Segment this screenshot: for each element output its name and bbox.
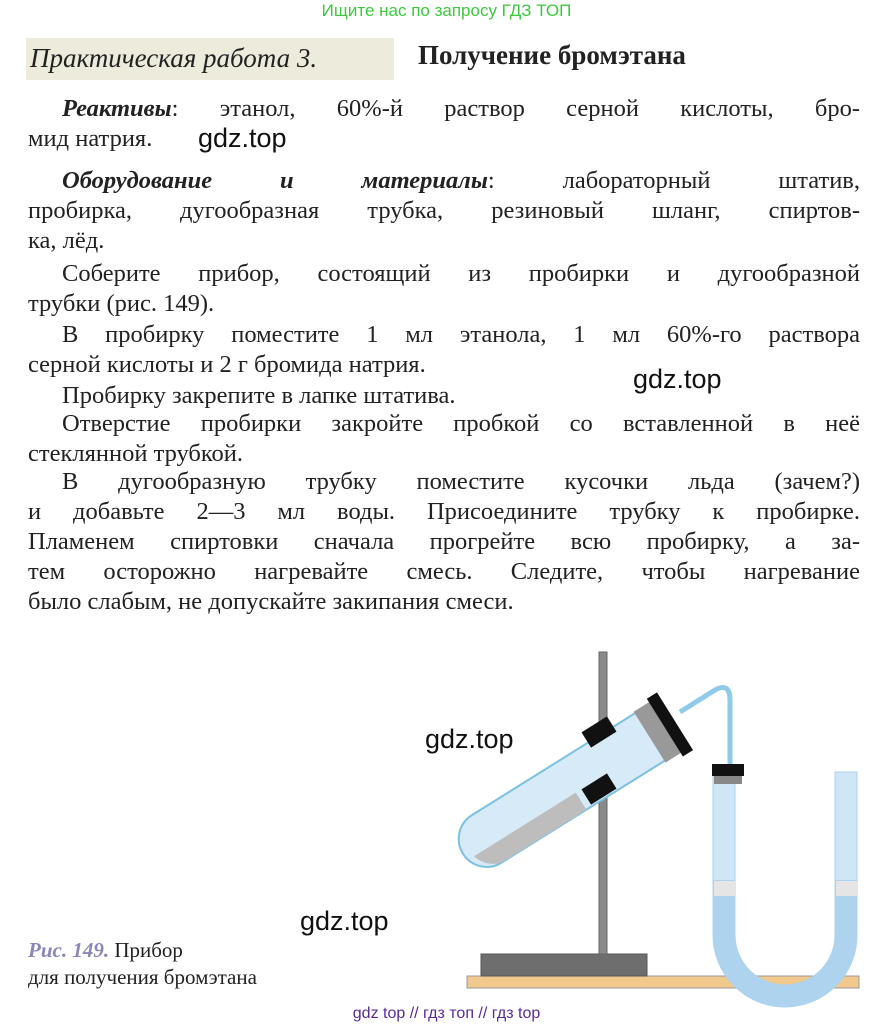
text-line: стеклянной трубкой. xyxy=(28,440,244,467)
watermark: gdz.top xyxy=(198,123,287,153)
watermark: gdz.top xyxy=(425,724,514,754)
text-line: Пламенем спиртовки сначала прогрейте всю пробирку, а за- xyxy=(28,528,860,555)
work-label: Практическая работа 3. xyxy=(30,43,318,73)
text-line: Соберите прибор, состоящий из пробирки и дугообразной xyxy=(62,260,860,287)
connecting-tube xyxy=(680,688,730,768)
text-line: В дугообразную трубку поместите кусочки льда (зачем?) xyxy=(62,468,860,495)
caption-text: Прибор xyxy=(109,938,183,962)
text-line: тем осторожно нагревайте смесь. Следите, чтобы нагревание xyxy=(28,558,860,585)
footer-links[interactable]: gdz top // гдз топ // гдз top xyxy=(352,1005,541,1022)
text-line: ка, лёд. xyxy=(28,227,105,254)
text-line: Пробирку закрепите в лапке штатива. xyxy=(62,382,456,409)
ice-left xyxy=(714,881,735,896)
text-line: мид натрия. xyxy=(28,125,153,152)
ice-right xyxy=(836,881,857,896)
text-line: трубки (рис. 149). xyxy=(28,290,215,317)
top-banner[interactable]: Ищите нас по запросу ГДЗ ТОП xyxy=(321,1,572,20)
figure-number: Рис. 149. xyxy=(28,938,110,962)
watermark: gdz.top xyxy=(300,906,389,936)
stopper xyxy=(712,764,744,776)
test-tube xyxy=(445,692,693,882)
stopper-bottom xyxy=(714,776,742,784)
text: : лабораторный штатив, xyxy=(487,167,860,194)
text-line: и добавьте 2—3 мл воды. Присоедините трубку к пробирке. xyxy=(28,498,860,525)
text: : этанол, 60%-й раствор серной кислоты, бро- xyxy=(171,95,860,122)
stand-rod xyxy=(599,652,607,954)
figure-caption xyxy=(28,937,183,964)
reagents-label: Реактивы xyxy=(62,95,172,122)
text-line: было слабым, не допускайте закипания смеси. xyxy=(28,588,514,615)
page-title: Получение бромэтана xyxy=(418,40,686,70)
equipment-label: Оборудование и материалы xyxy=(62,167,488,194)
stand-base xyxy=(481,954,647,976)
text-line: Отверстие пробирки закройте пробкой со вставленной в неё xyxy=(62,410,860,437)
text-line: В пробирку поместите 1 мл этанола, 1 мл 60%-го раствора xyxy=(62,321,860,348)
text-line: серной кислоты и 2 г бромида натрия. xyxy=(28,351,426,378)
text-line: пробирка, дугообразная трубка, резиновый шланг, спиртов- xyxy=(28,197,860,224)
figure-caption-line2: для получения бромэтана xyxy=(28,965,257,989)
watermark: gdz.top xyxy=(633,364,722,394)
